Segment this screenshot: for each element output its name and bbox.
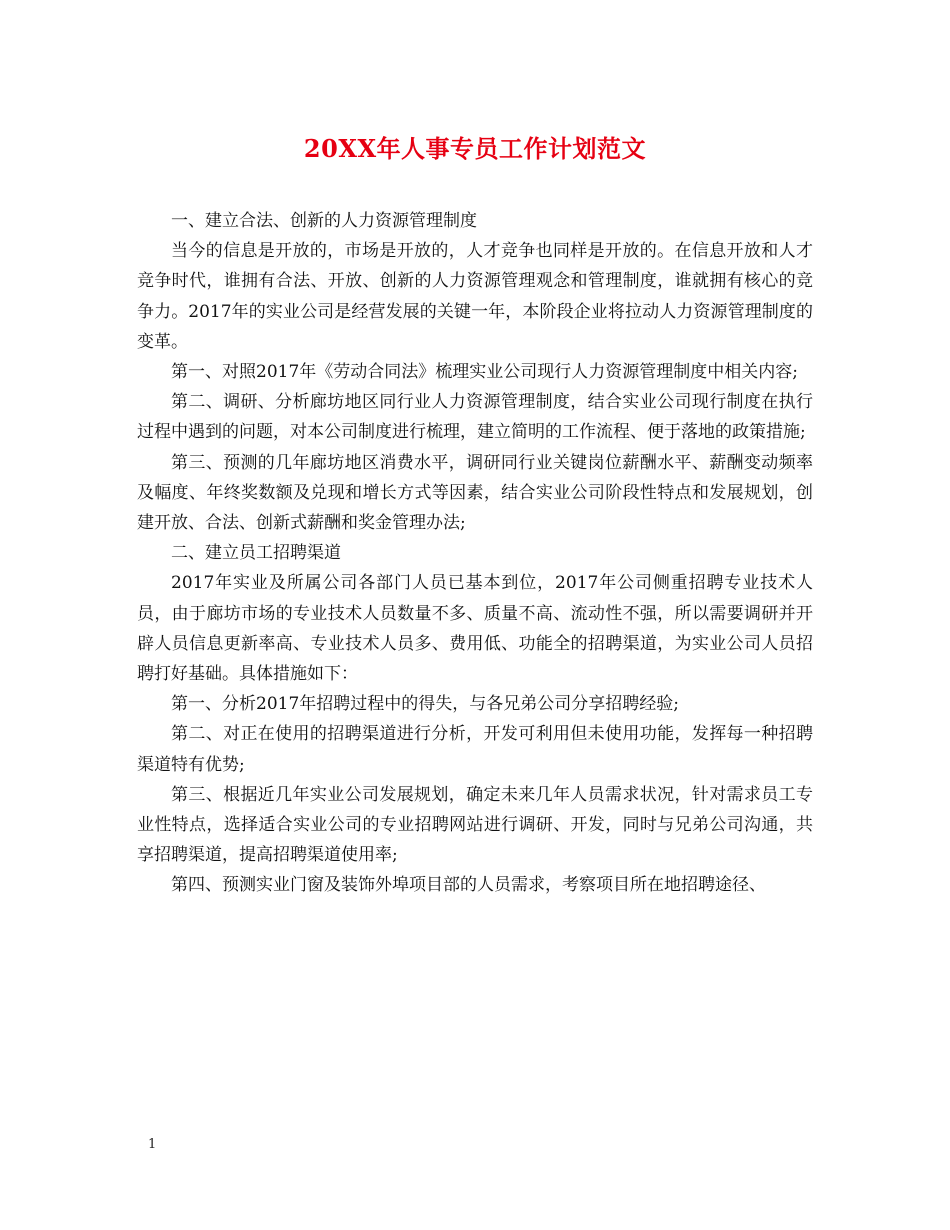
document-title: 20XX年人事专员工作计划范文 [303, 134, 647, 163]
body-paragraph: 第一、分析2017年招聘过程中的得失，与各兄弟公司分享招聘经验; [171, 694, 679, 715]
body-paragraph: 第三、预测的几年廊坊地区消费水平，调研同行业关键岗位薪酬水平、薪酬变动频率及幅度、年终奖数额及兑现和增长方式等因素，结合实业公司阶段性特点和发展规划，创建开放、合法、创新式薪酬和奖金管理办法; [137, 452, 813, 534]
body-paragraph: 第三、根据近几年实业公司发展规划，确定未来几年人员需求状况，针对需求员工专业性特点，选择适合实业公司的专业招聘网站进行调研、开发，同时与兄弟公司沟通，共享招聘渠道，提高招聘渠道使用率; [137, 784, 813, 866]
section-heading: 一、建立合法、创新的人力资源管理制度 [171, 211, 477, 231]
body-paragraph: 当今的信息是开放的，市场是开放的，人才竞争也同样是开放的。在信息开放和人才竞争时代，谁拥有合法、开放、创新的人力资源管理观念和管理制度，谁就拥有核心的竞争力。2017年的实业公司是经营发展的关键一年，本阶段企业将拉动人力资源管理制度的变革。 [137, 241, 813, 352]
page-number: 1 [148, 1137, 157, 1152]
body-paragraph: 第四、预测实业门窗及装饰外埠项目部的人员需求，考察项目所在地招聘途径、 [171, 875, 766, 896]
document-body [137, 206, 813, 901]
body-paragraph: 第二、对正在使用的招聘渠道进行分析，开发可利用但未使用功能，发挥每一种招聘渠道特有优势; [137, 724, 813, 775]
body-paragraph: 第一、对照2017年《劳动合同法》梳理实业公司现行人力资源管理制度中相关内容; [171, 362, 798, 383]
section-heading: 二、建立员工招聘渠道 [171, 543, 341, 564]
body-paragraph: 第二、调研、分析廊坊地区同行业人力资源管理制度，结合实业公司现行制度在执行过程中遇到的问题，对本公司制度进行梳理，建立简明的工作流程、便于落地的政策措施; [137, 392, 813, 443]
body-paragraph: 2017年实业及所属公司各部门人员已基本到位，2017年公司侧重招聘专业技术人员，由于廊坊市场的专业技术人员数量不多、质量不高、流动性不强，所以需要调研并开辟人员信息更新率高、专业技术人员多、费用低、功能全的招聘渠道，为实业公司人员招聘打好基础。具体措施如下： [137, 573, 813, 685]
